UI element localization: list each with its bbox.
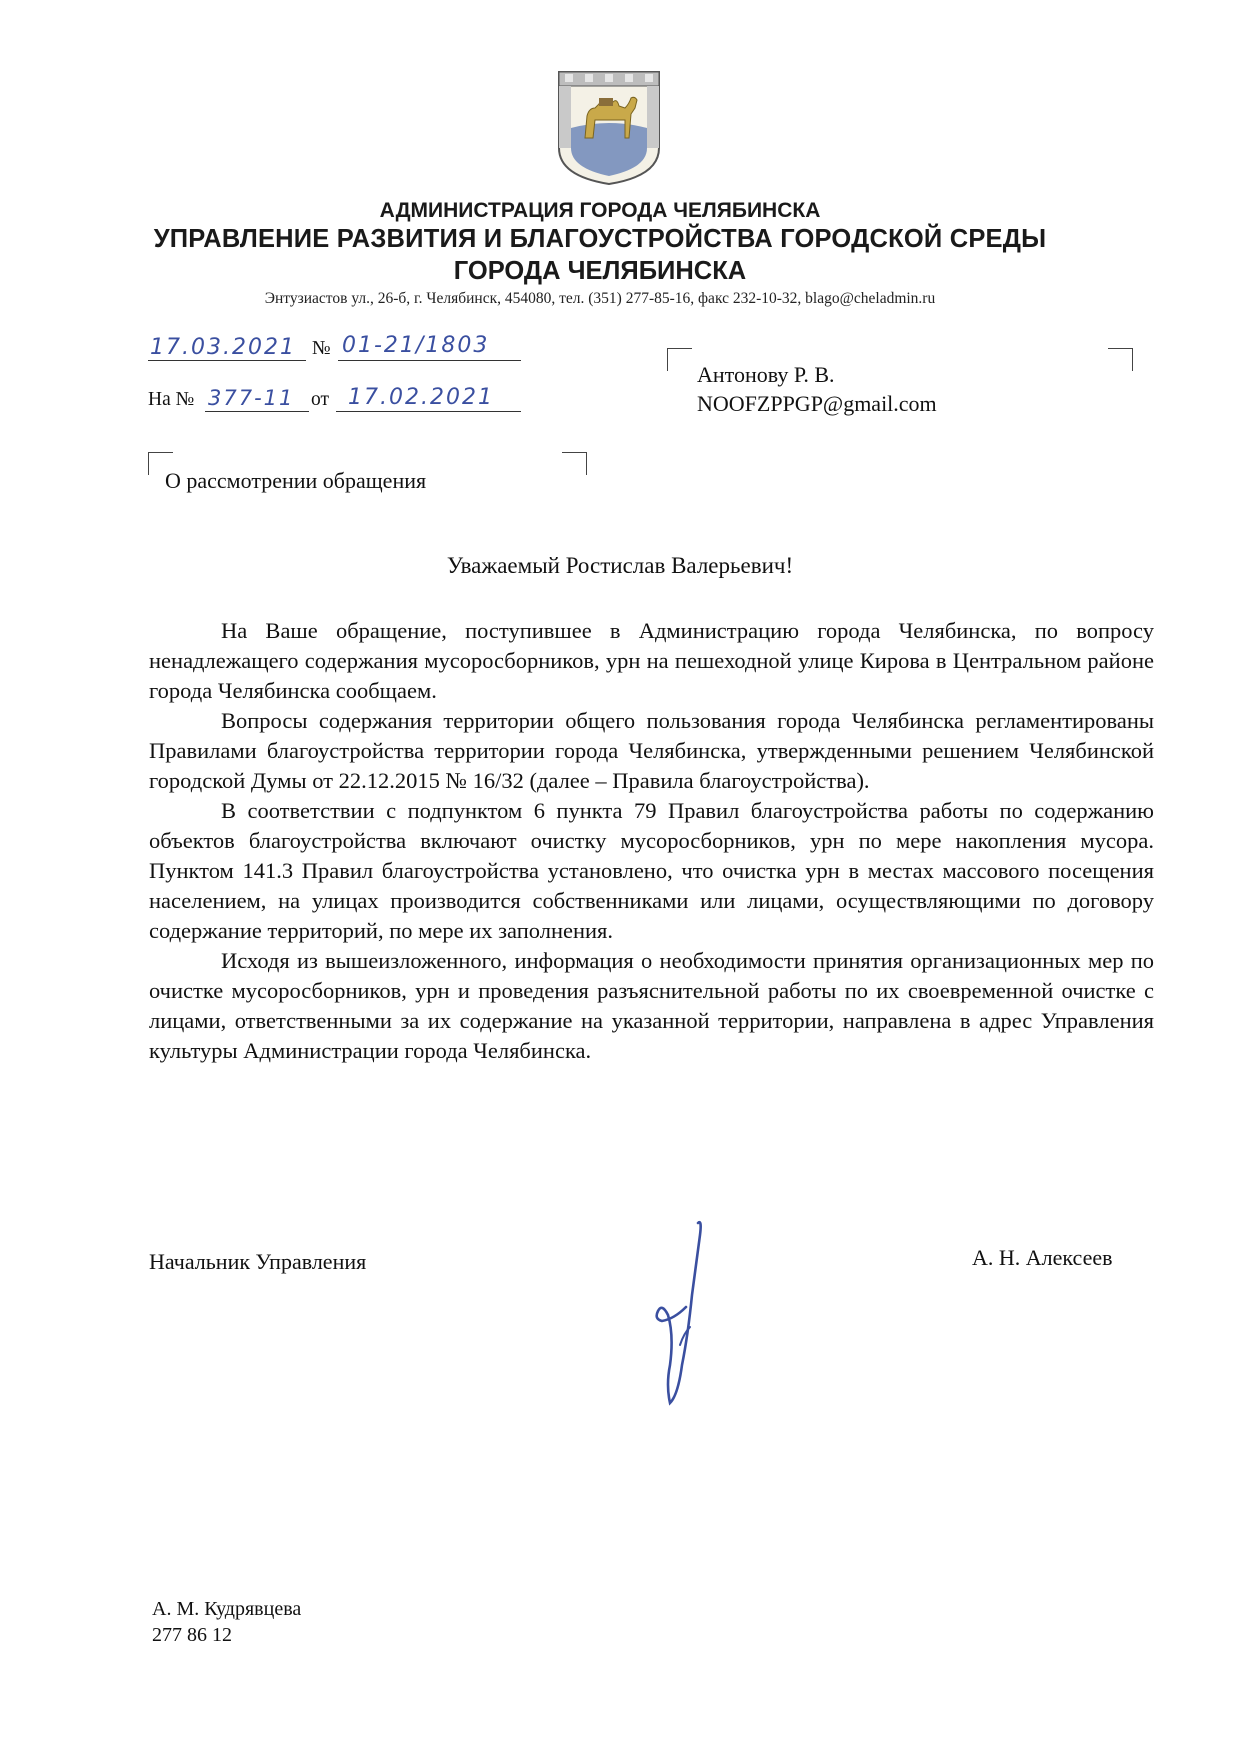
outgoing-number: 01-21/1803 [342, 333, 490, 358]
letter-subject: О рассмотрении обращения [165, 468, 427, 493]
reference-number: 377-11 [208, 386, 295, 410]
recipient-name: Антонову Р. В. [697, 362, 835, 387]
recipient-corner-left [667, 348, 692, 371]
body-paragraph-2: Вопросы содержания территории общего пользования города Челябинска регламентированы Правилами благоустройства территории города Челябинска, утвержденными решением Челябинской городской Думы от 22.12.2015 № 16/32 (далее – Правила благоустройства). [149, 708, 1154, 793]
executor-phone: 277 86 12 [152, 1624, 232, 1646]
handwritten-signature-icon [640, 1215, 720, 1410]
outgoing-number-label: № [312, 338, 331, 359]
org-title-administration: АДМИНИСТРАЦИЯ ГОРОДА ЧЕЛЯБИНСКА [379, 199, 821, 222]
signatory-name: А. Н. Алексеев [972, 1245, 1113, 1270]
letter-greeting: Уважаемый Ростислав Валерьевич! [446, 553, 794, 578]
reference-date-label: от [311, 389, 330, 410]
reference-date: 17.02.2021 [348, 385, 494, 410]
executor-name: А. М. Кудрявцева [152, 1598, 302, 1620]
body-paragraph-3: В соответствии с подпунктом 6 пункта 79 Правил благоустройства работы по содержанию объектов благоустройства включают очистку мусоросборников, урн по мере накопления мусора. Пунктом 141.3 Правил благоустройства установлено, что очистка урн в местах массового посещения населением, на улицах производится собственниками или лицами, осуществляющими по договору содержание территорий, по мере их заполнения. [149, 798, 1154, 943]
subject-corner-right [562, 452, 587, 475]
body-paragraph-4: Исходя из вышеизложенного, информация о необходимости принятия организационных мер по очистке мусоросборников, урн и проведения разъяснительной работы по их своевременной очистке с лицами, ответственными за их содержание на указанной территории, направлена в адрес Управления культуры Администрации города Челябинска. [149, 948, 1154, 1063]
org-title-department: УПРАВЛЕНИЕ РАЗВИТИЯ И БЛАГОУСТРОЙСТВА ГОРОДСКОЙ СРЕДЫ [153, 225, 1047, 253]
body-paragraph-1: На Ваше обращение, поступившее в Администрацию города Челябинска, по вопросу ненадлежащего содержания мусоросборников, урн на пешеходной улице Кирова в Центральном районе города Челябинска сообщаем. [149, 618, 1154, 703]
signatory-position: Начальник Управления [149, 1249, 367, 1274]
coat-of-arms-icon [555, 68, 663, 186]
org-title-city: ГОРОДА ЧЕЛЯБИНСКА [453, 257, 747, 285]
outgoing-date: 17.03.2021 [150, 335, 296, 360]
org-address: Энтузиастов ул., 26-б, г. Челябинск, 454080, тел. (351) 277-85-16, факс 232-10-32, blago@cheladmin.ru [264, 290, 936, 307]
letter-body [149, 616, 1154, 1066]
reference-number-label: На № [148, 389, 195, 410]
recipient-corner-right [1108, 348, 1133, 371]
recipient-email: NOOFZPPGP@gmail.com [697, 391, 937, 416]
